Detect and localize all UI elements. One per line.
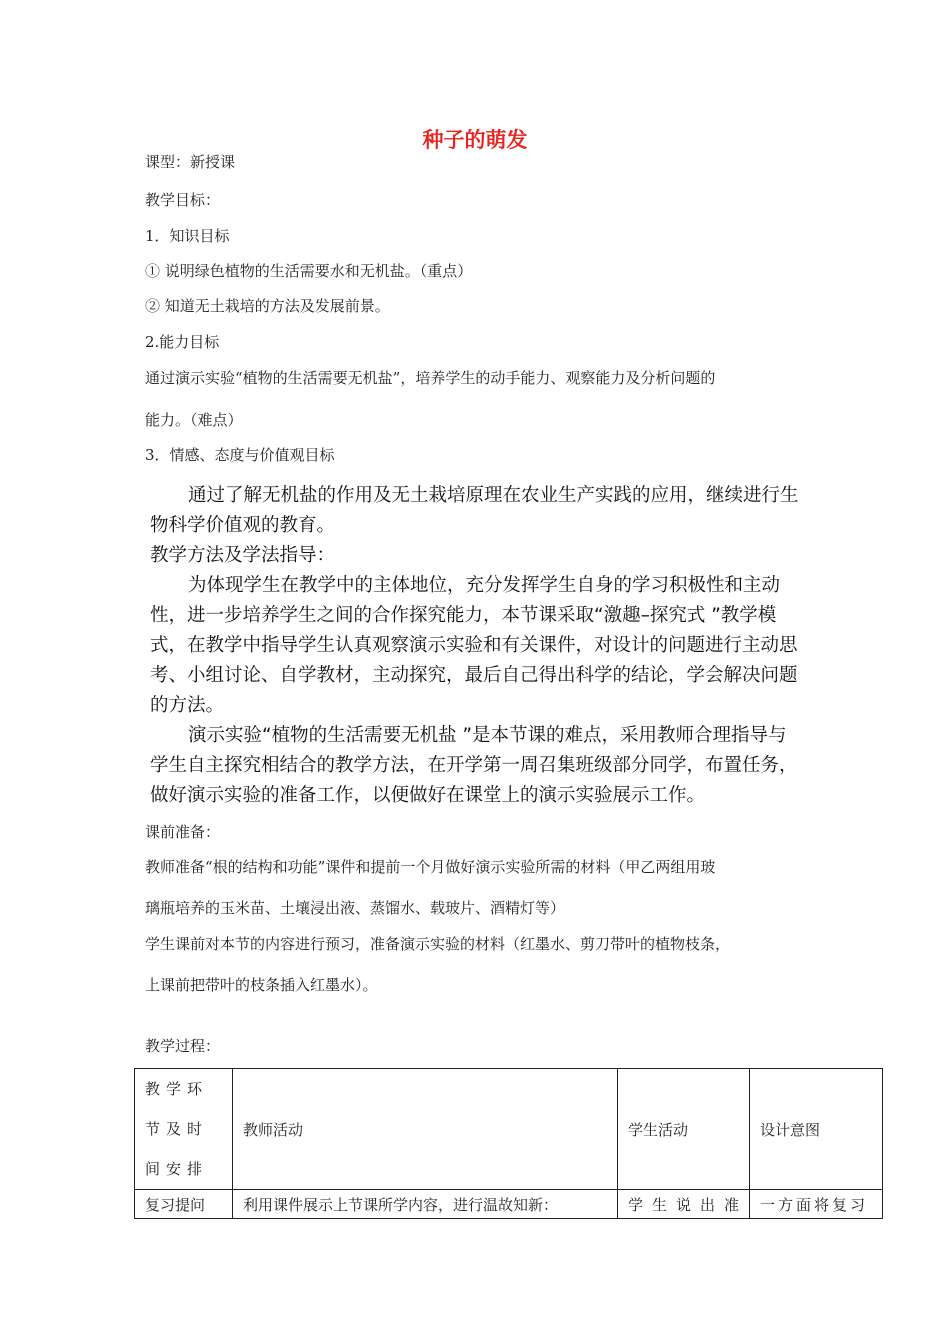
header-section-cell: 教学环节及时间安排 (135, 1069, 233, 1190)
prep-student-line-1: 学生课前对本节的内容进行预习，准备演示实验的材料（红墨水、剪刀带叶的植物枝条， (145, 935, 731, 953)
method-heading: 教学方法及学法指导： (150, 545, 336, 566)
demo-text-line-2: 学生自主探究相结合的教学方法，在开学第一周召集班级部分同学，布置任务， (150, 755, 798, 776)
ability-text-line-1: 通过演示实验“植物的生活需要无机盐”，培养学生的动手能力、观察能力及分析问题的 (145, 369, 716, 387)
method-text-line-1: 为体现学生在教学中的主体地位，充分发挥学生自身的学习积极性和主动 (188, 575, 781, 596)
demo-text-line-3: 做好演示实验的准备工作，以便做好在课堂上的演示实验展示工作。 (150, 785, 706, 806)
ability-text-line-2: 能力。（难点） (145, 411, 243, 429)
header-design-cell: 设计意图 (750, 1069, 883, 1190)
header-student-cell: 学生活动 (618, 1069, 750, 1190)
teaching-process-table (134, 1068, 883, 1219)
demo-text-line-1: 演示实验“植物的生活需要无机盐 ”是本节课的难点，采用教师合理指导与 (188, 725, 787, 746)
emotion-text-line-2: 物科学价值观的教育。 (150, 515, 336, 536)
prep-teacher-line-2: 璃瓶培养的玉米苗、土壤浸出液、蒸馏水、载玻片、酒精灯等） (145, 899, 566, 917)
header-teacher-cell: 教师活动 (233, 1069, 618, 1190)
knowledge-item-1: ① 说明绿色植物的生活需要水和无机盐。（重点） (145, 262, 473, 280)
knowledge-heading: 1．知识目标 (145, 227, 230, 245)
table-row (135, 1190, 883, 1219)
row-student-cell: 学生说出准 (618, 1190, 750, 1219)
row-design-cell: 一方面将复习 (750, 1190, 883, 1219)
method-text-line-2: 性，进一步培养学生之间的合作探究能力，本节课采取“激趣–探究式 ”教学模 (150, 605, 777, 626)
table-header-row (135, 1069, 883, 1190)
row-section-cell: 复习提问 (135, 1190, 233, 1219)
scanned-text-block (150, 481, 830, 811)
prep-teacher-line-1: 教师准备“根的结构和功能”课件和提前一个月做好演示实验所需的材料（甲乙两组用玻 (145, 858, 716, 876)
knowledge-item-2: ② 知道无土栽培的方法及发展前景。 (145, 297, 390, 315)
document-title: 种子的萌发 (422, 127, 528, 152)
prep-student-line-2: 上课前把带叶的枝条插入红墨水）。 (145, 976, 378, 994)
ability-heading: 2.能力目标 (145, 333, 220, 351)
prep-heading: 课前准备： (145, 823, 221, 841)
emotion-heading: 3．情感、态度与价值观目标 (145, 446, 335, 464)
method-text-line-3: 式，在教学中指导学生认真观察演示实验和有关课件，对设计的问题进行主动思 (150, 635, 798, 656)
emotion-text-line-1: 通过了解无机盐的作用及无土栽培原理在农业生产实践的应用，继续进行生 (188, 485, 799, 506)
lesson-type: 课型：新授课 (145, 153, 236, 171)
process-heading: 教学过程： (145, 1037, 221, 1055)
row-teacher-cell: 利用课件展示上节课所学内容，进行温故知新： (233, 1190, 618, 1219)
method-text-line-4: 考、小组讨论、自学教材，主动探究，最后自己得出科学的结论，学会解决问题 (150, 665, 798, 686)
objectives-heading: 教学目标： (145, 191, 221, 209)
method-text-line-5: 的方法。 (150, 695, 225, 716)
